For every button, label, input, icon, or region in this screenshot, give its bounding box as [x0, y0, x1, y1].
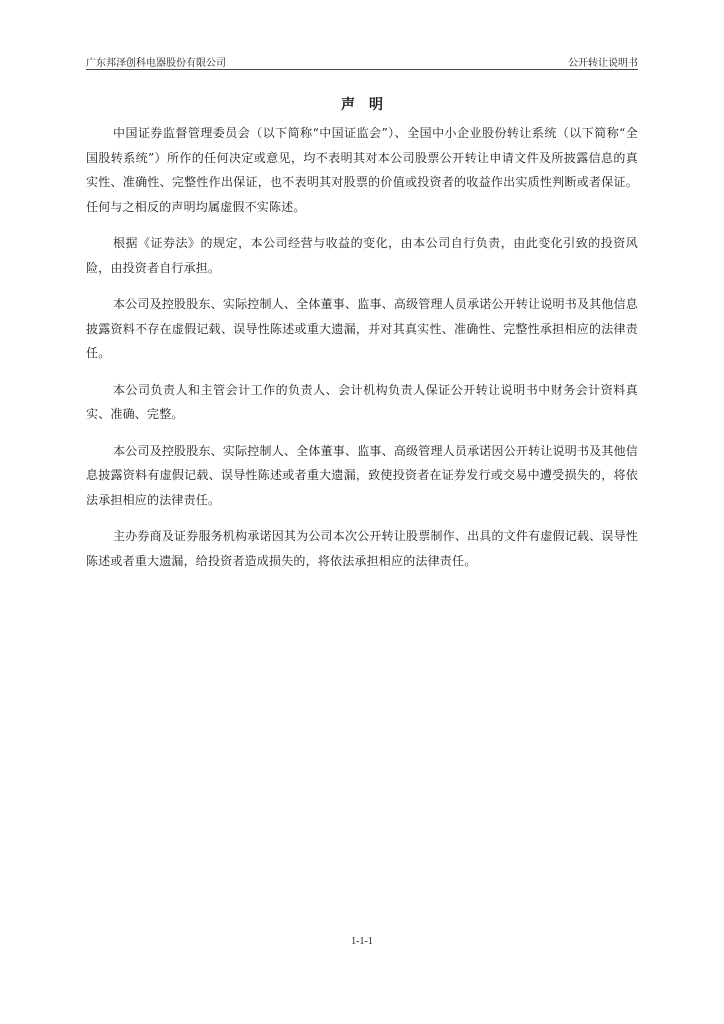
paragraph-investment-risk: 根据《证券法》的规定，本公司经营与收益的变化，由本公司自行负责，由此变化引致的投资风险，由投资者自行承担。	[86, 236, 638, 275]
paragraph-csrc-disclaimer: 中国证券监督管理委员会（以下简称“中国证监会”）、全国中小企业股份转让系统（以下简称“全国股转系统”）所作的任何决定或意见，均不表明其对本公司股票公开转让申请文件及所披露信息的真实性、准确性、完整性作出保证，也不表明其对股票的价值或投资者的收益作出实质性判断或者保证。任何与之相反的声明均属虚假不实陈述。	[86, 126, 638, 214]
page-number: 1-1-1	[351, 936, 373, 947]
paragraph-liability-commitment: 本公司及控股股东、实际控制人、全体董事、监事、高级管理人员承诺因公开转让说明书及其他信息披露资料有虚假记载、误导性陈述或者重大遗漏，致使投资者在证券发行或交易中遭受损失的，将依法承担相应的法律责任。	[86, 443, 638, 507]
header-document-type: 公开转让说明书	[568, 58, 638, 69]
page-title: 声明	[341, 97, 397, 113]
paragraph-disclosure-commitment: 本公司及控股股东、实际控制人、全体董事、监事、高级管理人员承诺公开转让说明书及其他信息披露资料不存在虚假记载、误导性陈述或重大遗漏，并对其真实性、准确性、完整性承担相应的法律责任。	[86, 297, 638, 360]
header-company-name: 广东邦泽创科电器股份有限公司	[86, 58, 226, 69]
declaration-body	[86, 121, 638, 585]
paragraph-sponsor-commitment: 主办券商及证券服务机构承诺因其为公司本次公开转让股票制作、出具的文件有虚假记载、误导性陈述或者重大遗漏，给投资者造成损失的，将依法承担相应的法律责任。	[86, 529, 638, 568]
paragraph-financial-accuracy: 本公司负责人和主管会计工作的负责人、会计机构负责人保证公开转让说明书中财务会计资料真实、准确、完整。	[86, 382, 638, 421]
page-header	[86, 53, 638, 70]
